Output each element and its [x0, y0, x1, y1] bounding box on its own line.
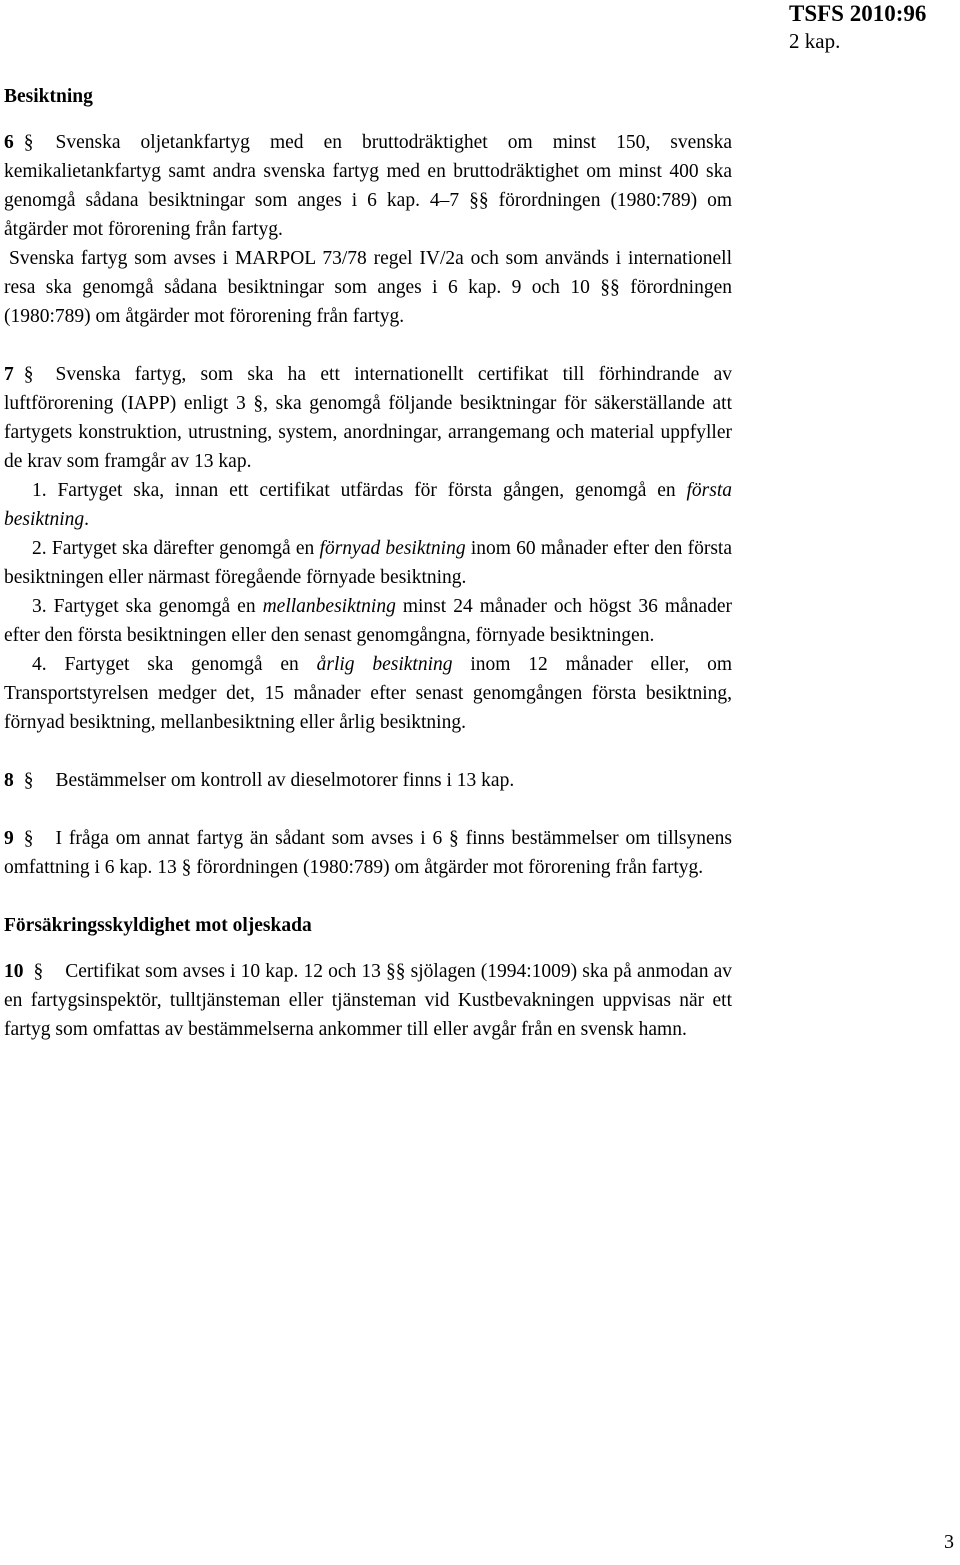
- paragraph-number: 6: [4, 132, 14, 153]
- section-heading-inspection: Besiktning: [4, 86, 93, 107]
- section-sign: §: [23, 132, 34, 153]
- paragraph-number: 10: [4, 961, 24, 982]
- emphasis: första besiktning: [4, 480, 732, 530]
- section-sign: §: [23, 828, 34, 849]
- paragraph-10: [4, 957, 732, 1044]
- section-sign: §: [23, 770, 34, 791]
- paragraph-9: [4, 824, 732, 882]
- paragraph-text: Svenska fartyg, som ska ha ett internationellt certifikat till förhindrande av luftförorening (IAPP) enligt 3 §, ska genomgå följande besiktningar för säkerställande att fartygets konstruktion, utrustning, system, anordningar, arrangemang och material uppfyller de krav som framgår av 13 kap.: [4, 364, 732, 472]
- section-heading-insurance: Försäkringsskyldighet mot oljeskada: [4, 915, 312, 936]
- section-sign: §: [23, 364, 34, 385]
- paragraph-7: [4, 360, 732, 737]
- emphasis: årlig besiktning: [316, 654, 453, 675]
- paragraph-6: [4, 128, 732, 331]
- list-item: 3. Fartyget ska genomgå en mellanbesiktning minst 24 månader och högst 36 månader efter den första besiktningen eller den senast genomgångna, förnyade besiktningen.: [4, 596, 732, 646]
- paragraph-8: [4, 766, 732, 795]
- page-number: 3: [944, 1531, 954, 1553]
- paragraph-text: Certifikat som avses i 10 kap. 12 och 13 §§ sjölagen (1994:1009) ska på anmodan av en fartygsinspektör, tulltjänsteman eller tjänsteman vid Kustbevakningen uppvisas när ett fartyg som omfattas av bestämmelserna ankommer till eller avgår från en svensk hamn.: [4, 961, 732, 1040]
- paragraph-number: 8: [4, 770, 14, 791]
- emphasis: förnyad besiktning: [319, 538, 466, 559]
- list-item: 4. Fartyget ska genomgå en årlig besiktning inom 12 månader eller, om Transportstyrelsen medger det, 15 månader efter senast genomgången första besiktning, förnyad besiktning, mellanbesiktning eller årlig besiktning.: [4, 654, 732, 733]
- emphasis: mellanbesiktning: [262, 596, 396, 617]
- paragraph-text: Bestämmelser om kontroll av dieselmotorer finns i 13 kap.: [55, 770, 515, 791]
- paragraph-text: Svenska fartyg som avses i MARPOL 73/78 regel IV/2a och som används i internationell resa ska genomgå sådana besiktningar som anges i 6 kap. 9 och 10 §§ förordningen (1980:789) om åtgärder mot förorening från fartyg.: [4, 248, 732, 327]
- document-body: [4, 82, 732, 1073]
- paragraph-text: I fråga om annat fartyg än sådant som avses i 6 § finns bestämmelser om tillsynens omfattning i 6 kap. 13 § förordningen (1980:789) om åtgärder mot förorening från fartyg.: [4, 828, 732, 878]
- running-header: [789, 0, 954, 54]
- list-item: 1. Fartyget ska, innan ett certifikat utfärdas för första gången, genomgå en första besiktning.: [4, 480, 732, 530]
- paragraph-text: Svenska oljetankfartyg med en bruttodräktighet om minst 150, svenska kemikalietankfartyg samt andra svenska fartyg med en bruttodräktighet om minst 400 ska genomgå sådana besiktningar som anges i 6 kap. 4–7 §§ förordningen (1980:789) om åtgärder mot förorening från fartyg.: [4, 132, 732, 240]
- chapter-label: 2 kap.: [789, 29, 841, 53]
- paragraph-number: 9: [4, 828, 14, 849]
- paragraph-number: 7: [4, 364, 14, 385]
- section-sign: §: [33, 961, 44, 982]
- list-item: 2. Fartyget ska därefter genomgå en förnyad besiktning inom 60 månader efter den första besiktningen eller närmast föregående förnyade besiktning.: [4, 538, 732, 588]
- collection-number: TSFS 2010:96: [789, 1, 927, 26]
